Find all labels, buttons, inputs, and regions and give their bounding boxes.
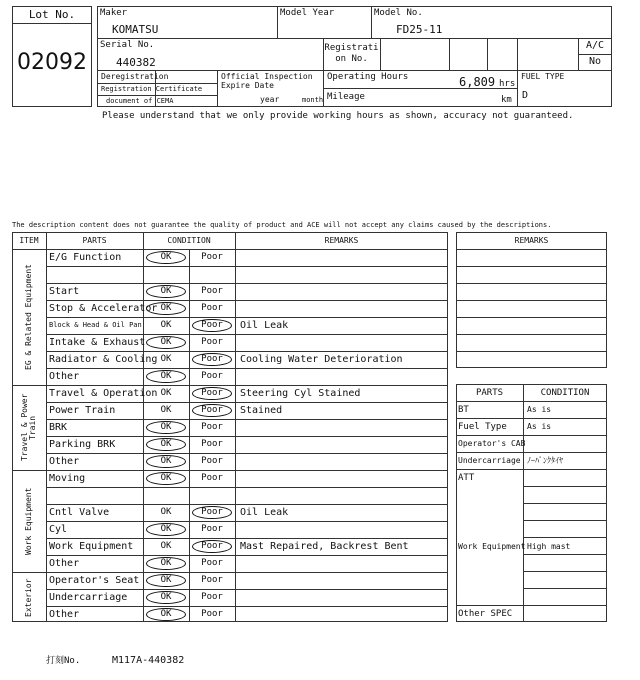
row-divider	[46, 283, 448, 284]
group-divider	[12, 385, 448, 386]
row-divider	[46, 606, 448, 607]
serial-value: 440382	[116, 56, 156, 69]
poor-option: Poor	[201, 303, 223, 313]
ok-circle	[146, 557, 186, 570]
spec-divider	[456, 469, 607, 470]
poor-option: Poor	[201, 609, 223, 619]
poor-circle	[192, 353, 232, 366]
ok-option: OK	[160, 286, 172, 296]
part-label: Intake & Exhaust	[49, 337, 146, 348]
ok-circle	[146, 370, 186, 383]
spec-col-condition: CONDITION	[540, 388, 590, 398]
poor-circle	[192, 540, 232, 553]
dereg-sub-1: Registration Certificate	[101, 85, 203, 93]
part-label: Cntl Valve	[49, 507, 110, 518]
remarks-line	[456, 266, 607, 267]
part-label: Parking BRK	[49, 439, 116, 450]
remark-text: Cooling Water Deterioration	[240, 354, 403, 365]
serial-label: Serial No.	[100, 40, 155, 50]
spec-divider	[456, 418, 607, 419]
ok-option: OK	[160, 473, 172, 483]
accuracy-note: Please understand that we only provide working hours as shown, accuracy not guaranteed.	[102, 111, 574, 121]
col-item: ITEM	[19, 236, 39, 245]
part-label: Other	[49, 558, 80, 569]
remarks-line	[456, 351, 607, 352]
spec-condition: As is	[527, 405, 552, 414]
poor-circle	[192, 506, 232, 519]
ok-option: OK	[160, 609, 172, 619]
spec-divider	[456, 401, 607, 402]
hrs-label: hrs	[499, 79, 516, 89]
dereg-label: Deregistration	[101, 72, 169, 81]
ok-option: OK	[160, 456, 172, 466]
maker-value: KOMATSU	[112, 23, 159, 36]
dereg-sub-2: document of CEMA	[106, 97, 174, 105]
row-divider	[46, 538, 448, 539]
poor-option: Poor	[201, 286, 223, 296]
remarks-line	[456, 317, 607, 318]
spec-divider	[523, 520, 607, 521]
ok-circle	[146, 251, 186, 264]
poor-option: Poor	[201, 252, 223, 262]
maker-label: Maker	[100, 8, 128, 18]
spec-condition: ﾉｰﾊﾟﾝｸﾀｲﾔ	[527, 456, 563, 465]
poor-circle	[192, 404, 232, 417]
poor-option: Poor	[201, 422, 223, 432]
poor-circle	[192, 387, 232, 400]
remark-text: Oil Leak	[240, 507, 289, 518]
ok-option: OK	[160, 558, 172, 568]
remarks-panel-title: REMARKS	[514, 236, 549, 245]
col-remarks: REMARKS	[324, 236, 359, 245]
ok-option: OK	[160, 371, 172, 381]
spec-part: Operator's CAB	[458, 439, 526, 448]
ok-circle	[146, 455, 186, 468]
lot-label: Lot No.	[28, 8, 76, 21]
row-divider	[46, 487, 448, 488]
group-label: Work Equipment	[24, 487, 33, 555]
group-label: Travel & Power Train	[20, 393, 37, 462]
row-divider	[46, 555, 448, 556]
ok-option: OK	[160, 592, 172, 602]
spec-divider	[523, 554, 607, 555]
stamp-label: 打刻No.	[46, 656, 81, 666]
fuel-type-value: D	[522, 90, 529, 101]
remarks-line	[456, 249, 607, 250]
poor-option: Poor	[201, 507, 223, 517]
row-divider	[46, 317, 448, 318]
ok-option: OK	[160, 541, 172, 551]
spec-divider	[456, 435, 607, 436]
ok-circle	[146, 336, 186, 349]
col-parts: PARTS	[82, 236, 107, 245]
col-condition: CONDITION	[167, 236, 211, 245]
spec-divider	[523, 503, 607, 504]
group-label: EG & Related Equipment	[24, 264, 33, 370]
ok-circle	[146, 302, 186, 315]
row-divider	[46, 419, 448, 420]
ok-option: OK	[160, 524, 172, 534]
part-label: Other	[49, 456, 80, 467]
row-divider	[46, 521, 448, 522]
operating-hours-value: 6,809	[459, 75, 496, 89]
row-divider	[46, 402, 448, 403]
lot-number: 02092	[17, 50, 87, 75]
ok-option: OK	[160, 354, 172, 364]
registration-label-1: Registrati	[324, 43, 379, 53]
part-label: Other	[49, 371, 80, 382]
poor-option: Poor	[201, 456, 223, 466]
ok-option: OK	[160, 405, 172, 415]
spec-divider	[523, 571, 607, 572]
poor-option: Poor	[201, 439, 223, 449]
part-label: Radiator & Cooling	[49, 354, 158, 365]
spec-part: ATT	[458, 473, 475, 483]
part-label: Travel & Operation	[49, 388, 158, 399]
poor-option: Poor	[201, 388, 223, 398]
year-label: year	[260, 95, 280, 104]
spec-divider	[523, 537, 607, 538]
ok-circle	[146, 438, 186, 451]
operating-hours-label: Operating Hours	[327, 72, 409, 82]
spec-part: Fuel Type	[458, 422, 507, 432]
poor-option: Poor	[201, 575, 223, 585]
part-label: Stop & Accelerator	[49, 303, 158, 314]
poor-option: Poor	[201, 558, 223, 568]
poor-option: Poor	[201, 371, 223, 381]
part-label: Power Train	[49, 405, 116, 416]
model-no-value: FD25-11	[396, 23, 443, 36]
row-divider	[46, 436, 448, 437]
spec-part: Other SPEC	[458, 609, 513, 619]
poor-option: Poor	[201, 473, 223, 483]
km-label: km	[501, 95, 512, 105]
model-year-label: Model Year	[280, 8, 335, 18]
group-label: Exterior	[24, 578, 33, 617]
ok-option: OK	[160, 575, 172, 585]
ok-circle	[146, 421, 186, 434]
spec-divider	[523, 588, 607, 589]
ac-value: No	[588, 56, 602, 67]
poor-option: Poor	[201, 354, 223, 364]
group-divider	[12, 572, 448, 573]
poor-option: Poor	[201, 405, 223, 415]
remarks-line	[456, 300, 607, 301]
ok-option: OK	[160, 422, 172, 432]
spec-col-parts: PARTS	[475, 388, 504, 398]
part-label: Block & Head & Oil Pan	[49, 321, 142, 329]
part-label: Undercarriage	[49, 592, 128, 603]
month-label: month	[302, 96, 324, 104]
part-label: BRK	[49, 422, 68, 433]
row-divider	[46, 589, 448, 590]
disclaimer: The description content does not guarantee the quality of product and ACE will not accept any claims caused by the descriptions.	[12, 221, 552, 229]
part-label: Other	[49, 609, 80, 620]
ac-label: A/C	[585, 40, 605, 51]
poor-circle	[192, 319, 232, 332]
ok-circle	[146, 523, 186, 536]
ok-option: OK	[160, 303, 172, 313]
poor-option: Poor	[201, 320, 223, 330]
part-label: Operator's Seat	[49, 575, 140, 586]
spec-part: Undercarriage	[458, 456, 521, 465]
mileage-label: Mileage	[327, 92, 365, 102]
remark-text: Oil Leak	[240, 320, 289, 331]
ok-circle	[146, 472, 186, 485]
poor-option: Poor	[201, 524, 223, 534]
part-label: Start	[49, 286, 80, 297]
spec-condition: As is	[527, 422, 552, 431]
ok-circle	[146, 591, 186, 604]
remark-text: Steering Cyl Stained	[240, 388, 361, 399]
remark-text: Stained	[240, 405, 283, 416]
ok-option: OK	[160, 388, 172, 398]
ok-option: OK	[160, 320, 172, 330]
spec-part: BT	[458, 405, 469, 415]
row-divider	[46, 351, 448, 352]
group-divider	[12, 470, 448, 471]
row-divider	[46, 453, 448, 454]
poor-option: Poor	[201, 337, 223, 347]
ok-option: OK	[160, 507, 172, 517]
spec-divider	[456, 605, 607, 606]
row-divider	[46, 266, 448, 267]
spec-part: Work Equipment	[458, 542, 526, 551]
row-divider	[46, 504, 448, 505]
ok-option: OK	[160, 252, 172, 262]
ok-option: OK	[160, 439, 172, 449]
row-divider	[46, 334, 448, 335]
poor-option: Poor	[201, 592, 223, 602]
spec-divider	[456, 452, 607, 453]
part-label: Moving	[49, 473, 86, 484]
spec-condition: High mast	[527, 542, 571, 551]
row-divider	[46, 300, 448, 301]
row-divider	[46, 368, 448, 369]
stamp-number: M117A-440382	[112, 655, 185, 666]
remarks-line	[456, 334, 607, 335]
ok-option: OK	[160, 337, 172, 347]
remarks-line	[456, 283, 607, 284]
spec-divider	[523, 486, 607, 487]
ok-circle	[146, 608, 186, 621]
part-label: E/G Function	[49, 252, 122, 263]
part-label: Work Equipment	[49, 541, 134, 552]
poor-option: Poor	[201, 541, 223, 551]
registration-label-2: on No.	[335, 54, 368, 64]
remark-text: Mast Repaired, Backrest Bent	[240, 541, 409, 552]
model-no-label: Model No.	[374, 8, 423, 18]
ok-circle	[146, 285, 186, 298]
part-label: Cyl	[49, 524, 68, 535]
ok-circle	[146, 574, 186, 587]
fuel-type-label: FUEL TYPE	[521, 72, 565, 81]
inspection-label-2: Expire Date	[221, 81, 274, 90]
inspection-label-1: Official Inspection	[221, 72, 313, 81]
